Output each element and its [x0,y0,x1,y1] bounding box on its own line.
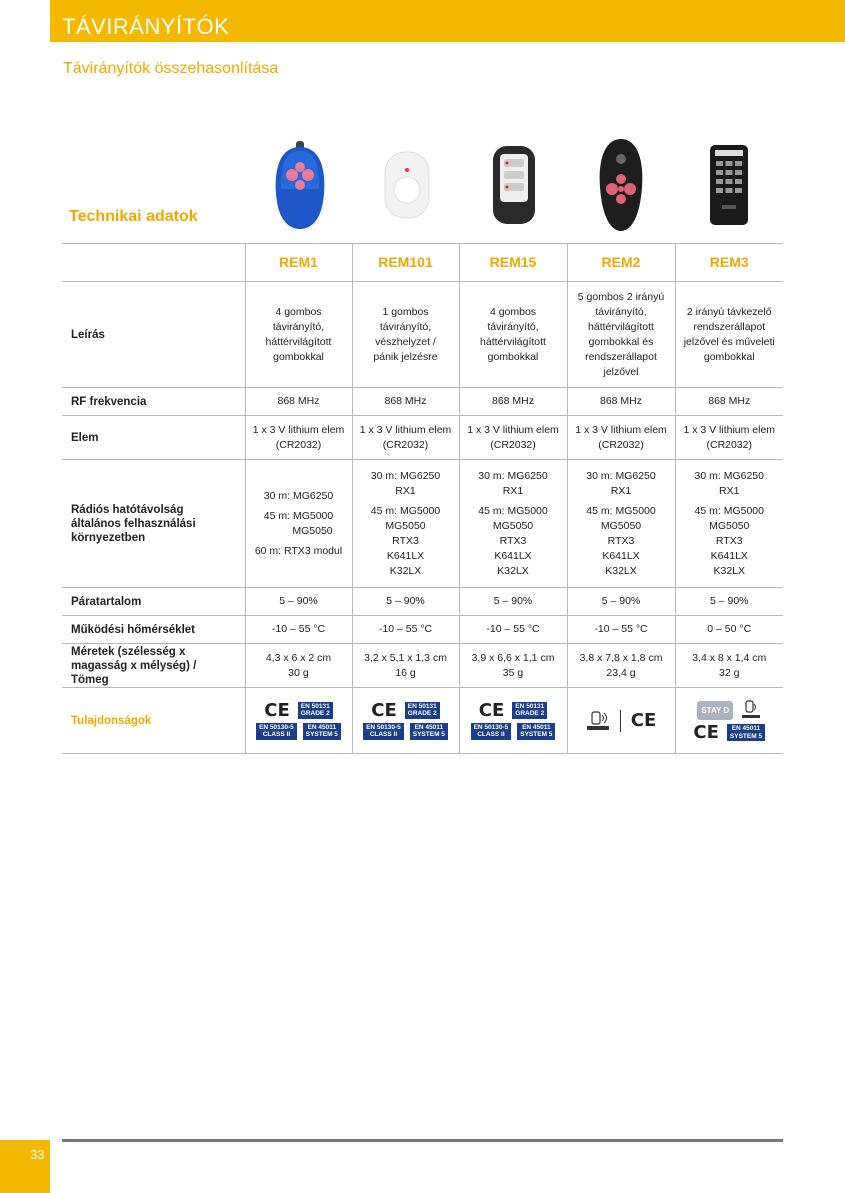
model-rem1: REM1 [245,244,352,282]
range-line: MG5050 [292,524,333,537]
cert-badge: EN 50131 GRADE 2 [512,702,547,719]
row-label: Működési hőmérséklet [62,616,245,644]
range-line: K641LX [386,549,425,562]
range-cell-rem15 [459,460,567,588]
rem2-image [581,135,661,235]
cell: 4 gombos távirányító, háttérvilágított gombokkal [459,282,567,388]
range-line: 60 m: RTX3 modul [254,544,343,557]
cell: 5 – 90% [245,588,352,616]
row-label: Elem [62,416,245,460]
cert-badge: EN 50130-5 CLASS II [471,723,512,740]
dims-cell [567,644,675,688]
dims-weight: 35 g [502,666,524,679]
row-label: Leírás [62,282,245,388]
range-line: K32LX [713,564,746,577]
header-bar [50,0,845,42]
range-line: MG5050 [600,519,642,532]
cert-badge: EN 50131 GRADE 2 [298,702,333,719]
range-line: RX1 [610,484,632,497]
ce-mark-icon: CE [371,699,397,721]
range-line: RTX3 [715,534,743,547]
cert-badge: EN 50130-5 CLASS II [363,723,404,740]
row-label: Rádiós hatótávolság általános felhasználási környezetben [62,460,245,588]
cell: 868 MHz [459,388,567,416]
range-line: RTX3 [499,534,527,547]
table-header-row [62,244,783,282]
table-row-temp [62,616,783,644]
cell: 5 – 90% [459,588,567,616]
cell: 4 gombos távirányító, háttérvilágított gombokkal [245,282,352,388]
cell: 5 gombos 2 irányú távirányító, háttérvilágított gombokkal és rendszerállapot jelzővel [567,282,675,388]
rem1-image [260,135,340,235]
range-cell-rem101 [352,460,459,588]
divider [620,710,621,732]
cell: 868 MHz [567,388,675,416]
rem101-image [367,135,447,235]
props-cell-rem15 [459,688,567,754]
range-line: K641LX [602,549,640,562]
model-rem2: REM2 [567,244,675,282]
cert-badge: EN 45011 SYSTEM 5 [410,723,448,740]
table-row-dims [62,644,783,688]
stay-d-badge: STAY D [697,701,733,720]
header-empty [62,244,245,282]
page-number-box [0,1140,50,1193]
ce-mark-icon: CE [630,710,657,731]
row-label: Tulajdonságok [62,688,245,754]
row-label: RF frekvencia [62,388,245,416]
range-line: RTX3 [392,534,419,547]
specs-table [62,243,783,754]
cell: 868 MHz [245,388,352,416]
cell: 5 – 90% [675,588,783,616]
dims-size: 3,4 x 8 x 1,4 cm [692,651,767,664]
cell: 2 irányú távkezelő rendszerállapot jelzővel és műveleti gombokkal [675,282,783,388]
cell: 5 – 90% [567,588,675,616]
range-cell-rem1 [245,460,352,588]
page-number: 33 [30,1147,45,1162]
row-label: Páratartalom [62,588,245,616]
range-line: 30 m: MG6250 [586,469,656,482]
props-cell-rem3 [675,688,783,754]
dims-cell [675,644,783,688]
cell: 1 x 3 V lithium elem (CR2032) [459,416,567,460]
range-line: K32LX [497,564,529,577]
dims-weight: 16 g [395,666,416,679]
range-line: MG5050 [709,519,750,532]
table-row-props [62,688,783,754]
cell: 868 MHz [675,388,783,416]
props-cell-rem1 [245,688,352,754]
cell: -10 – 55 °C [459,616,567,644]
cert-badge: EN 45011 SYSTEM 5 [727,724,765,741]
section-title: Technikai adatok [69,208,198,225]
range-line: 45 m: MG5000 [263,509,334,522]
dims-cell [352,644,459,688]
range-cell-rem3 [675,460,783,588]
range-cell-rem2 [567,460,675,588]
model-rem15: REM15 [459,244,567,282]
range-line: 45 m: MG5000 [478,504,548,517]
range-line: MG5050 [385,519,426,532]
range-line: K32LX [605,564,637,577]
dims-weight: 30 g [288,666,309,679]
dims-size: 3,9 x 6,6 x 1,1 cm [471,651,555,664]
ce-mark-icon: CE [264,699,290,721]
cell: -10 – 55 °C [567,616,675,644]
dims-size: 3,8 x 7,8 x 1,8 cm [579,651,663,664]
rem15-image [474,135,554,235]
cert-badge: EN 45011 SYSTEM 5 [303,723,341,740]
cert-badge: EN 45011 SYSTEM 5 [517,723,555,740]
row-label: Méretek (szélesség x magasság x mélység) / Tömeg [62,644,245,688]
props-cell-rem2 [567,688,675,754]
range-line: 45 m: MG5000 [586,504,656,517]
range-line: RTX3 [607,534,635,547]
range-line: 45 m: MG5000 [694,504,764,517]
cell: 1 x 3 V lithium elem (CR2032) [245,416,352,460]
range-line: 30 m: MG6250 [370,469,441,482]
table-row-rf [62,388,783,416]
page-title: TÁVIRÁNYÍTÓK [62,14,230,39]
range-line: 30 m: MG6250 [263,489,334,502]
range-line: 30 m: MG6250 [694,469,764,482]
two-way-technology-icon [586,710,610,732]
cell: 5 – 90% [352,588,459,616]
model-rem3: REM3 [675,244,783,282]
cell: 1 gombos távirányító, vészhelyzet / pánik jelzésre [352,282,459,388]
range-line: RX1 [719,484,740,497]
cell: -10 – 55 °C [352,616,459,644]
model-rem101: REM101 [352,244,459,282]
props-cell-rem101 [352,688,459,754]
dims-weight: 23,4 g [606,666,636,679]
range-line: 30 m: MG6250 [478,469,548,482]
table-row-range [62,460,783,588]
table-row-leiras [62,282,783,388]
cell: 1 x 3 V lithium elem (CR2032) [675,416,783,460]
ce-mark-icon: CE [478,699,505,721]
cell: 868 MHz [352,388,459,416]
cell: -10 – 55 °C [245,616,352,644]
footer-divider [62,1139,783,1142]
range-line: K641LX [494,549,532,562]
dims-size: 3,2 x 5,1 x 1,3 cm [364,651,447,664]
range-line: RX1 [502,484,524,497]
dims-cell [459,644,567,688]
dims-cell [245,644,352,688]
dims-size: 4,3 x 6 x 2 cm [265,651,332,664]
rem3-image [689,135,769,235]
table-row-elem [62,416,783,460]
range-line: K32LX [389,564,422,577]
table-row-humidity [62,588,783,616]
range-line: RX1 [395,484,416,497]
page-subtitle: Távirányítók összehasonlítása [63,60,279,77]
two-way-technology-icon [741,700,761,720]
range-line: MG5050 [492,519,534,532]
range-line: K641LX [710,549,748,562]
range-line: 45 m: MG5000 [370,504,441,517]
cell: 1 x 3 V lithium elem (CR2032) [567,416,675,460]
cell: 0 – 50 °C [675,616,783,644]
ce-mark-icon: CE [693,722,719,743]
cert-badge: EN 50131 GRADE 2 [405,702,440,719]
dims-weight: 32 g [719,666,740,679]
cell: 1 x 3 V lithium elem (CR2032) [352,416,459,460]
cert-badge: EN 50130-5 CLASS II [256,723,297,740]
